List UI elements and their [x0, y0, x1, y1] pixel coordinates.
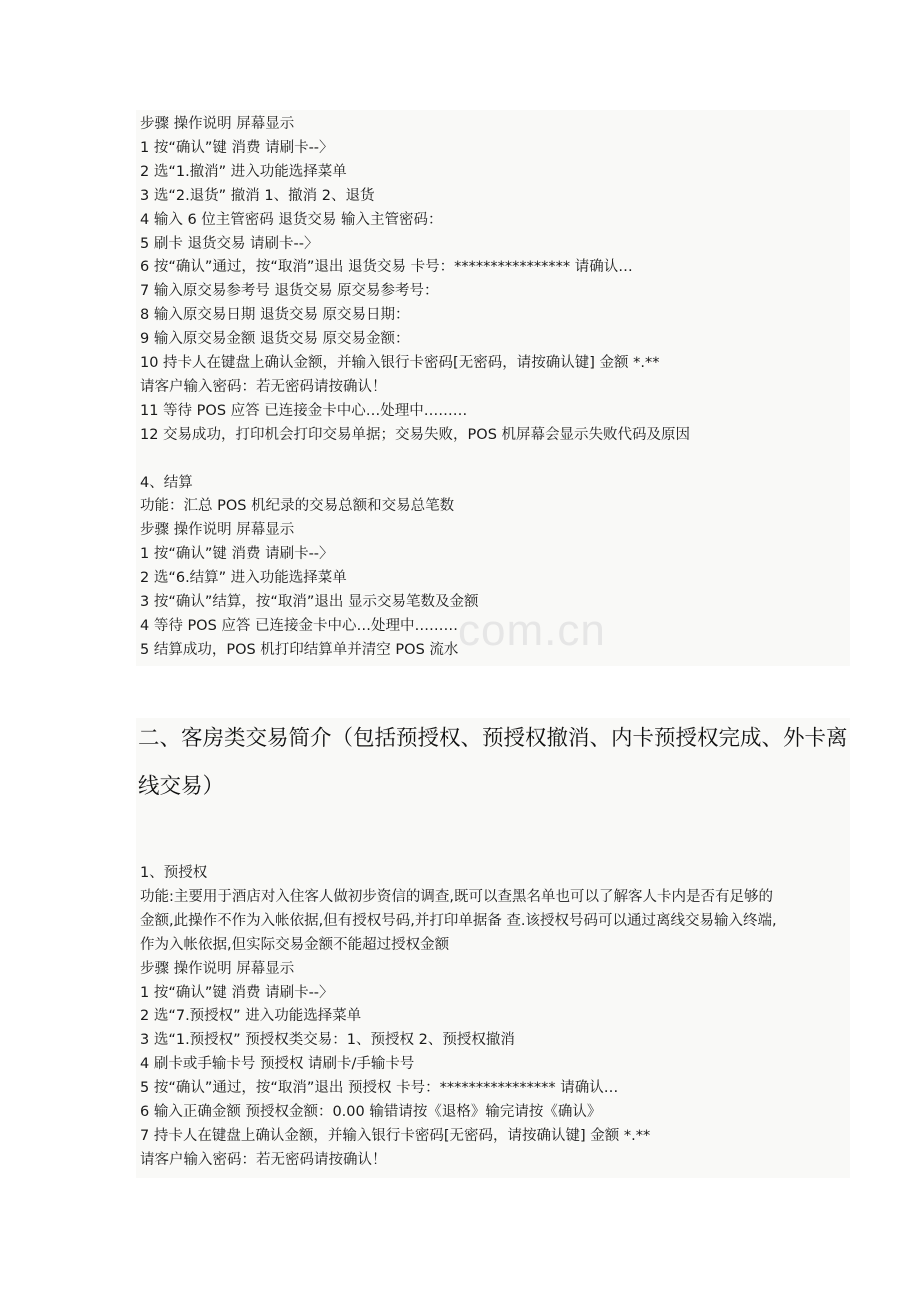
preauth-function-line: 作为入帐依据,但实际交易金额不能超过授权金额: [140, 936, 450, 953]
preauth-steps-list: [140, 862, 850, 1173]
step-line: 2 选“6.结算” 进入功能选择菜单: [140, 570, 347, 587]
preauth-title: 1、预授权: [140, 865, 208, 881]
step-line: 7 持卡人在键盘上确认金额，并输入银行卡密码[无密码，请按确认键] 金额 *.**: [140, 1127, 651, 1144]
step-line: 6 按“确认”通过，按“取消”退出 退货交易 卡号：**************** 请确认…: [140, 259, 633, 276]
watermark: com.cn: [458, 606, 606, 655]
step-line: 5 按“确认”通过，按“取消”退出 预授权 卡号：**************** 请确认…: [140, 1080, 619, 1097]
step-line: 11 等待 POS 应答 已连接金卡中心…处理中………: [140, 402, 468, 419]
section-heading: 二、客房类交易简介（包括预授权、预授权撤消、内卡预授权完成、外卡离: [138, 726, 848, 751]
step-line: 4 刷卡或手输卡号 预授权 请刷卡/手输卡号: [140, 1056, 415, 1073]
section-heading-continued: 线交易）: [138, 774, 225, 799]
settlement-title: 4、结算: [140, 474, 193, 491]
step-line: 1 按“确认”键 消费 请刷卡--〉: [140, 139, 334, 156]
step-line: 4 输入 6 位主管密码 退货交易 输入主管密码：: [140, 211, 443, 228]
table-header-line: 步骤 操作说明 屏幕显示: [140, 960, 295, 977]
table-header-line: 步骤 操作说明 屏幕显示: [140, 522, 295, 539]
step-line: 2 选“1.撤消” 进入功能选择菜单: [140, 163, 347, 180]
step-line: 6 输入正确金额 预授权金额：0.00 输错请按《退格》输完请按《确认》: [140, 1104, 602, 1121]
step-line: 请客户输入密码：若无密码请按确认！: [140, 1151, 387, 1168]
step-line: 8 输入原交易日期 退货交易 原交易日期：: [140, 307, 410, 324]
step-line: 9 输入原交易金额 退货交易 原交易金额：: [140, 331, 410, 348]
step-line: 3 按“确认”结算，按“取消”退出 显示交易笔数及金额: [140, 594, 479, 611]
step-line: 3 选“2.退货” 撤消 1、撤消 2、退货: [140, 187, 375, 204]
step-line: 2 选“7.预授权” 进入功能选择菜单: [140, 1008, 362, 1025]
step-line: 10 持卡人在键盘上确认金额，并输入银行卡密码[无密码，请按确认键] 金额 *.**: [140, 355, 660, 372]
step-line: 3 选“1.预授权” 预授权类交易：1、预授权 2、预授权撤消: [140, 1032, 515, 1049]
step-line: 12 交易成功，打印机会打印交易单据；交易失败，POS 机屏幕会显示失败代码及原因: [140, 426, 691, 443]
settlement-function: 功能：汇总 POS 机纪录的交易总额和交易总笔数: [140, 498, 455, 515]
step-line: 7 输入原交易参考号 退货交易 原交易参考号：: [140, 283, 439, 300]
table-header-line: 步骤 操作说明 屏幕显示: [140, 116, 295, 132]
blank-line: [140, 448, 850, 472]
step-line: 1 按“确认”键 消费 请刷卡--〉: [140, 984, 334, 1001]
preauth-function-line: 金额,此操作不作为入帐依据,但有授权号码,并打印单据备 查.该授权号码可以通过离线交易输入终端,: [140, 912, 777, 929]
step-line: 5 结算成功，POS 机打印结算单并清空 POS 流水: [140, 641, 459, 658]
step-line: 5 刷卡 退货交易 请刷卡--〉: [140, 235, 319, 252]
refund-steps-list: [140, 113, 850, 663]
step-line: 1 按“确认”键 消费 请刷卡--〉: [140, 546, 334, 563]
step-line: 4 等待 POS 应答 已连接金卡中心…处理中………: [140, 618, 459, 635]
step-line: 请客户输入密码：若无密码请按确认！: [140, 378, 387, 395]
preauth-function-line: 功能:主要用于酒店对入住客人做初步资信的调查,既可以查黑名单也可以了解客人卡内是否有足够的: [140, 888, 773, 905]
